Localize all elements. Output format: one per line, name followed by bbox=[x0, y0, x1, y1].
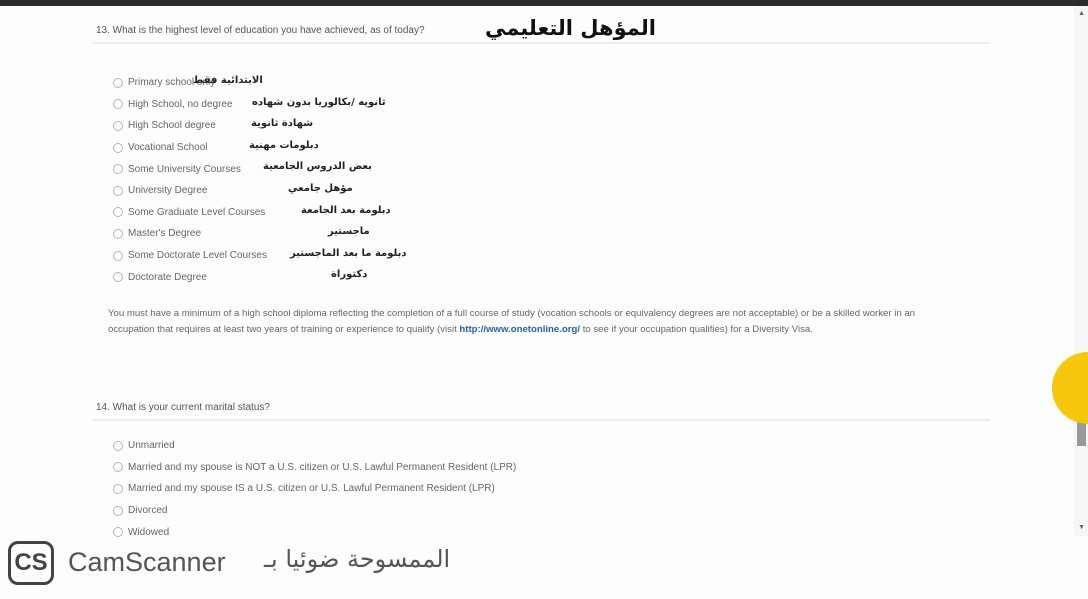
question-13-options bbox=[113, 72, 407, 288]
marital-option-unmarried[interactable] bbox=[113, 435, 516, 457]
option-arabic-label: الابتدائية فقط bbox=[193, 75, 263, 86]
vertical-scrollbar[interactable] bbox=[1074, 6, 1088, 536]
marital-option-married-spouse-not-citizen[interactable] bbox=[113, 457, 516, 479]
option-arabic-label: ثانويه /بكالوريا بدون شهاده bbox=[252, 96, 386, 108]
radio-button[interactable] bbox=[113, 272, 123, 282]
camscanner-text: CamScanner bbox=[68, 547, 226, 577]
education-option-some-graduate[interactable] bbox=[113, 202, 391, 224]
camscanner-watermark bbox=[8, 541, 508, 591]
option-label: Unmarried bbox=[128, 440, 175, 452]
option-label: Some University Courses bbox=[128, 163, 241, 175]
camscanner-logo-icon: CS bbox=[8, 541, 54, 585]
option-arabic-label: دبلومات مهنية bbox=[249, 139, 319, 151]
option-arabic-label: بعض الدروس الجامعية bbox=[263, 161, 372, 173]
radio-button[interactable] bbox=[113, 484, 123, 494]
onetonline-link[interactable]: http://www.onetonline.org/ bbox=[459, 324, 581, 335]
education-option-doctorate[interactable] bbox=[113, 266, 368, 288]
note-text-before: You must have a minimum of a high school diploma reflecting the completion of a full course of study (vocation schools or equivalency degrees are not acceptable) or be a skilled worker in an occupation that requires at least two years of training or experience to qualify (visit bbox=[108, 308, 916, 335]
radio-button[interactable] bbox=[113, 143, 123, 153]
marital-option-widowed[interactable] bbox=[113, 521, 516, 543]
radio-button[interactable] bbox=[113, 527, 123, 537]
option-label: Some Doctorate Level Courses bbox=[128, 250, 267, 262]
radio-button[interactable] bbox=[113, 441, 123, 451]
marital-option-divorced[interactable] bbox=[113, 500, 516, 522]
option-label: High School degree bbox=[128, 120, 216, 132]
option-label: Doctorate Degree bbox=[128, 271, 207, 283]
education-option-masters[interactable] bbox=[113, 223, 370, 245]
option-arabic-label: ماجستير bbox=[328, 226, 370, 238]
option-label: University Degree bbox=[128, 185, 208, 197]
radio-button[interactable] bbox=[113, 207, 123, 217]
education-option-high-school-degree[interactable] bbox=[113, 115, 314, 137]
radio-button[interactable] bbox=[113, 462, 123, 472]
radio-button[interactable] bbox=[113, 99, 123, 109]
radio-button[interactable] bbox=[113, 78, 123, 88]
education-option-primary[interactable] bbox=[113, 72, 267, 94]
option-label: Master's Degree bbox=[128, 228, 202, 240]
radio-button[interactable] bbox=[113, 164, 123, 174]
education-option-university-degree[interactable] bbox=[113, 180, 353, 202]
education-option-some-doctorate[interactable] bbox=[113, 245, 407, 267]
radio-button[interactable] bbox=[113, 186, 123, 196]
option-arabic-label: دبلومة ما بعد الماجستير bbox=[290, 247, 407, 259]
education-option-high-school-no-degree[interactable] bbox=[113, 94, 386, 116]
camscanner-arabic-text: الممسوحة ضوئيا بـ bbox=[264, 545, 451, 573]
education-option-vocational[interactable] bbox=[113, 137, 319, 159]
radio-button[interactable] bbox=[113, 251, 123, 261]
radio-button[interactable] bbox=[113, 229, 123, 239]
option-arabic-label: شهادة ثانوية bbox=[251, 118, 314, 130]
scroll-up-icon[interactable]: ▲ bbox=[1078, 10, 1085, 17]
education-option-some-university[interactable] bbox=[113, 158, 372, 180]
marital-option-married-spouse-citizen[interactable] bbox=[113, 478, 516, 500]
option-label: Primary school only bbox=[128, 77, 216, 89]
question-13-arabic-title: المؤهل التعليمي bbox=[485, 16, 656, 40]
option-label: High School, no degree bbox=[128, 98, 233, 110]
option-arabic-label: مؤهل جامعي bbox=[288, 182, 353, 194]
option-label: Vocational School bbox=[128, 142, 208, 154]
option-label: Married and my spouse IS a U.S. citizen or U.S. Lawful Permanent Resident (LPR) bbox=[128, 483, 495, 495]
option-label: Widowed bbox=[128, 526, 170, 538]
option-arabic-label: دكتوراة bbox=[331, 269, 368, 281]
question-14-options bbox=[113, 435, 516, 543]
scroll-down-icon[interactable]: ▼ bbox=[1078, 524, 1085, 531]
form-content bbox=[0, 6, 1074, 599]
question-13-header bbox=[92, 18, 990, 44]
education-requirement-note bbox=[108, 306, 958, 338]
radio-button[interactable] bbox=[113, 506, 123, 516]
question-14-header bbox=[92, 395, 990, 421]
question-13-text: 13. What is the highest level of education you have achieved, as of today? bbox=[96, 25, 425, 36]
note-text-after: to see if your occupation qualifies) for a Diversity Visa. bbox=[580, 324, 813, 335]
question-14-text: 14. What is your current marital status? bbox=[96, 402, 270, 413]
option-arabic-label: دبلومة بعد الجامعة bbox=[301, 204, 391, 216]
option-label: Married and my spouse is NOT a U.S. citizen or U.S. Lawful Permanent Resident (LPR) bbox=[128, 461, 517, 473]
radio-button[interactable] bbox=[113, 121, 123, 131]
option-label: Some Graduate Level Courses bbox=[128, 206, 266, 218]
option-label: Divorced bbox=[128, 505, 168, 517]
